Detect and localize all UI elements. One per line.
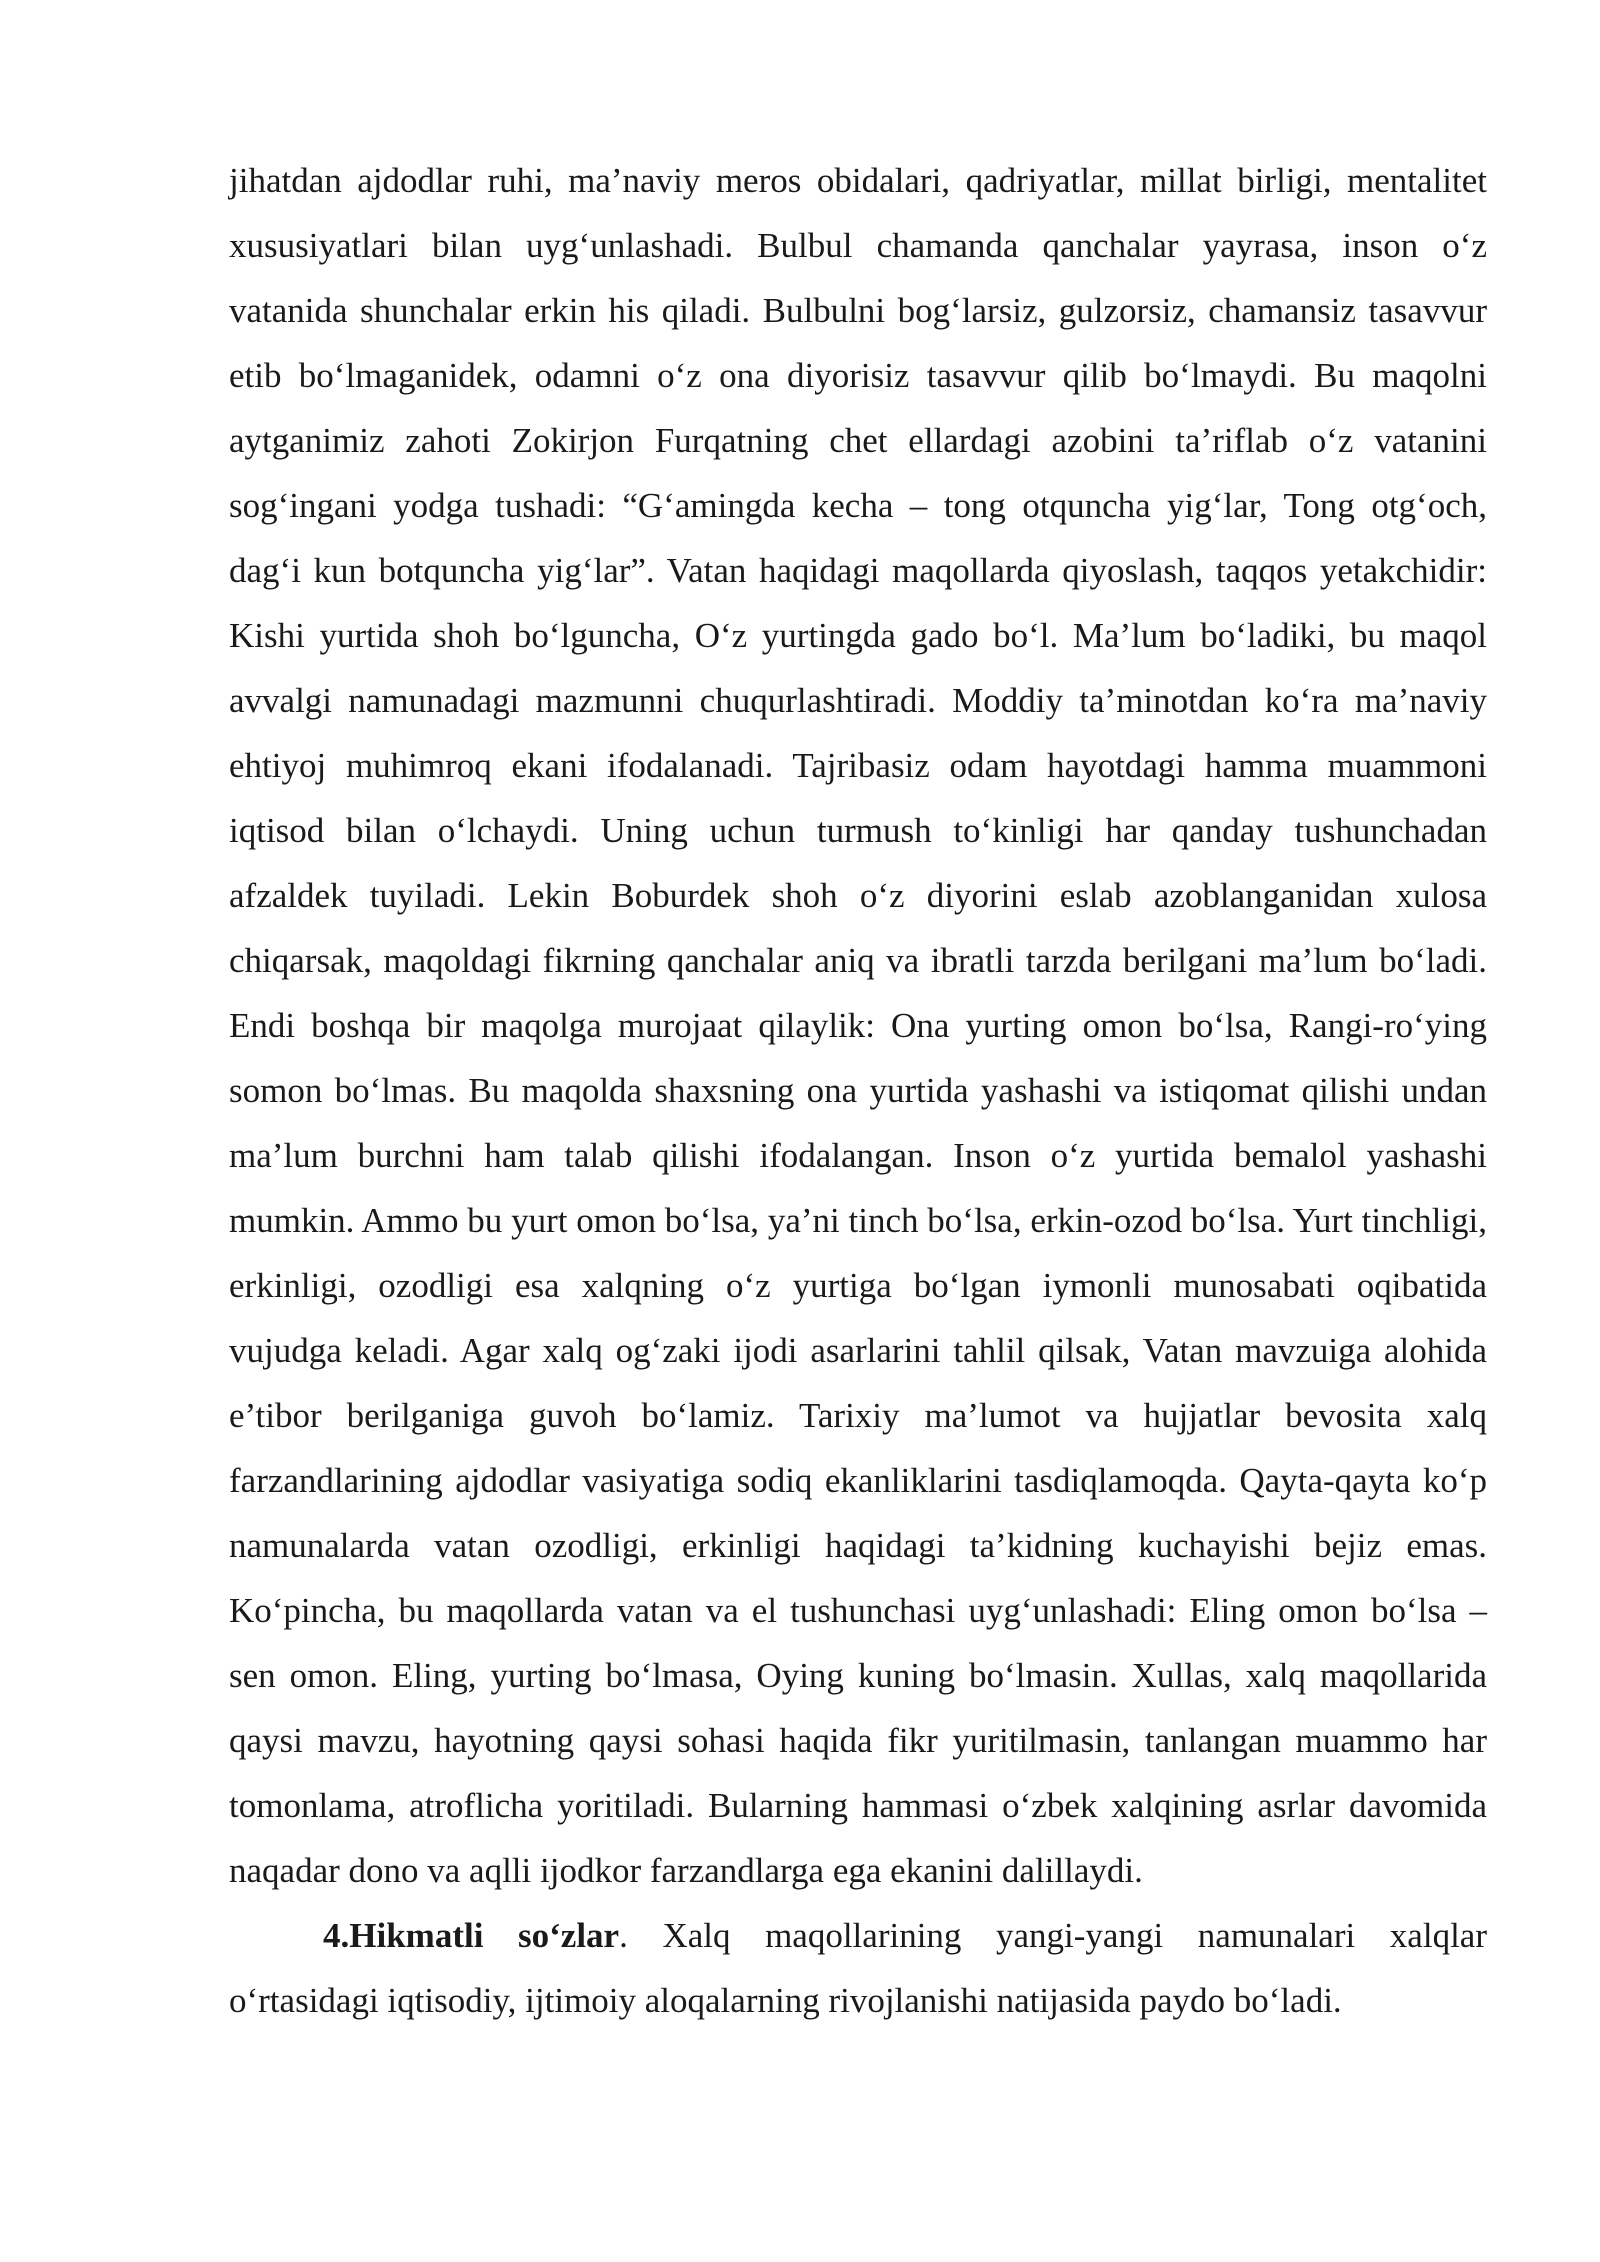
body-paragraph-2 <box>229 1903 1487 2033</box>
document-page <box>229 148 1487 2033</box>
paragraph-1-text: jihatdan ajdodlar ruhi, ma’naviy meros obidalari, qadriyatlar, millat birligi, mentalitet xususiyatlari bilan uyg‘unlashadi. Bulbul chamanda qanchalar yayrasa, inson o‘z vatanida shunchalar erkin his qiladi. Bulbulni bog‘larsiz, gulzorsiz, chamansiz tasavvur etib bo‘lmaganidek, odamni o‘z ona diyorisiz tasavvur qilib bo‘lmaydi. Bu maqolni aytganimiz zahoti Zokirjon Furqatning chet ellardagi azobini ta’riflab o‘z vatanini sog‘ingani yodga tushadi: “G‘amingda kecha – tong otquncha yig‘lar, Tong otg‘och, dag‘i kun botquncha yig‘lar”. Vatan haqidagi maqollarda qiyoslash, taqqos yetakchidir: Kishi yurtida shoh bo‘lguncha, O‘z yurtingda gado bo‘l. Ma’lum bo‘ladiki, bu maqol avvalgi namunadagi mazmunni chuqurlashtiradi. Moddiy ta’minotdan ko‘ra ma’naviy ehtiyoj muhimroq ekani ifodalanadi. Tajribasiz odam hayotdagi hamma muammoni iqtisod bilan o‘lchaydi. Uning uchun turmush to‘kinligi har qanday tushunchadan afzaldek tuyiladi. Lekin Boburdek shoh o‘z diyorini eslab azoblanganidan xulosa chiqarsak, maqoldagi fikrning qanchalar aniq va ibratli tarzda berilgani ma’lum bo‘ladi. Endi boshqa bir maqolga murojaat qilaylik: Ona yurting omon bo‘lsa, Rangi-ro‘ying somon bo‘lmas. Bu maqolda shaxsning ona yurtida yashashi va istiqomat qilishi undan ma’lum burchni ham talab qilishi ifodalangan. Inson o‘z yurtida bemalol yashashi mumkin. Ammo bu yurt omon bo‘lsa, ya’ni tinch bo‘lsa, erkin-ozod bo‘lsa. Yurt tinchligi, erkinligi, ozodligi esa xalqning o‘z yurtiga bo‘lgan iymonli munosabati oqibatida vujudga keladi. Agar xalq og‘zaki ijodi asarlarini tahlil qilsak, Vatan mavzuiga alohida e’tibor berilganiga guvoh bo‘lamiz. Tarixiy ma’lumot va hujjatlar bevosita xalq farzandlarining ajdodlar vasiyatiga sodiq ekanliklarini tasdiqlamoqda. Qayta-qayta ko‘p namunalarda vatan ozodligi, erkinligi haqidagi ta’kidning kuchayishi bejiz emas. Ko‘pincha, bu maqollarda vatan va el tushunchasi uyg‘unlashadi: Eling omon bo‘lsa – sen omon. Eling, yurting bo‘lmasa, Oying kuning bo‘lmasin. Xullas, xalq maqollarida qaysi mavzu, hayotning qaysi sohasi haqida fikr yuritilmasin, tanlangan muammo har tomonlama, atroflicha yoritiladi. Bularning hammasi o‘zbek xalqining asrlar davomida naqadar dono va aqlli ijodkor farzandlarga ega ekanini dalillaydi. <box>229 161 1487 1890</box>
paragraph-2-text: . Xalq maqollarining yangi-yangi namunalari xalqlar o‘rtasidagi iqtisodiy, ijtimoiy aloqalarning rivojlanishi natijasida paydo bo‘ladi. <box>229 1916 1487 2020</box>
body-paragraph-1 <box>229 148 1487 1903</box>
section-heading-hikmatli-sozlar: 4.Hikmatli so‘zlar <box>323 1916 620 1955</box>
